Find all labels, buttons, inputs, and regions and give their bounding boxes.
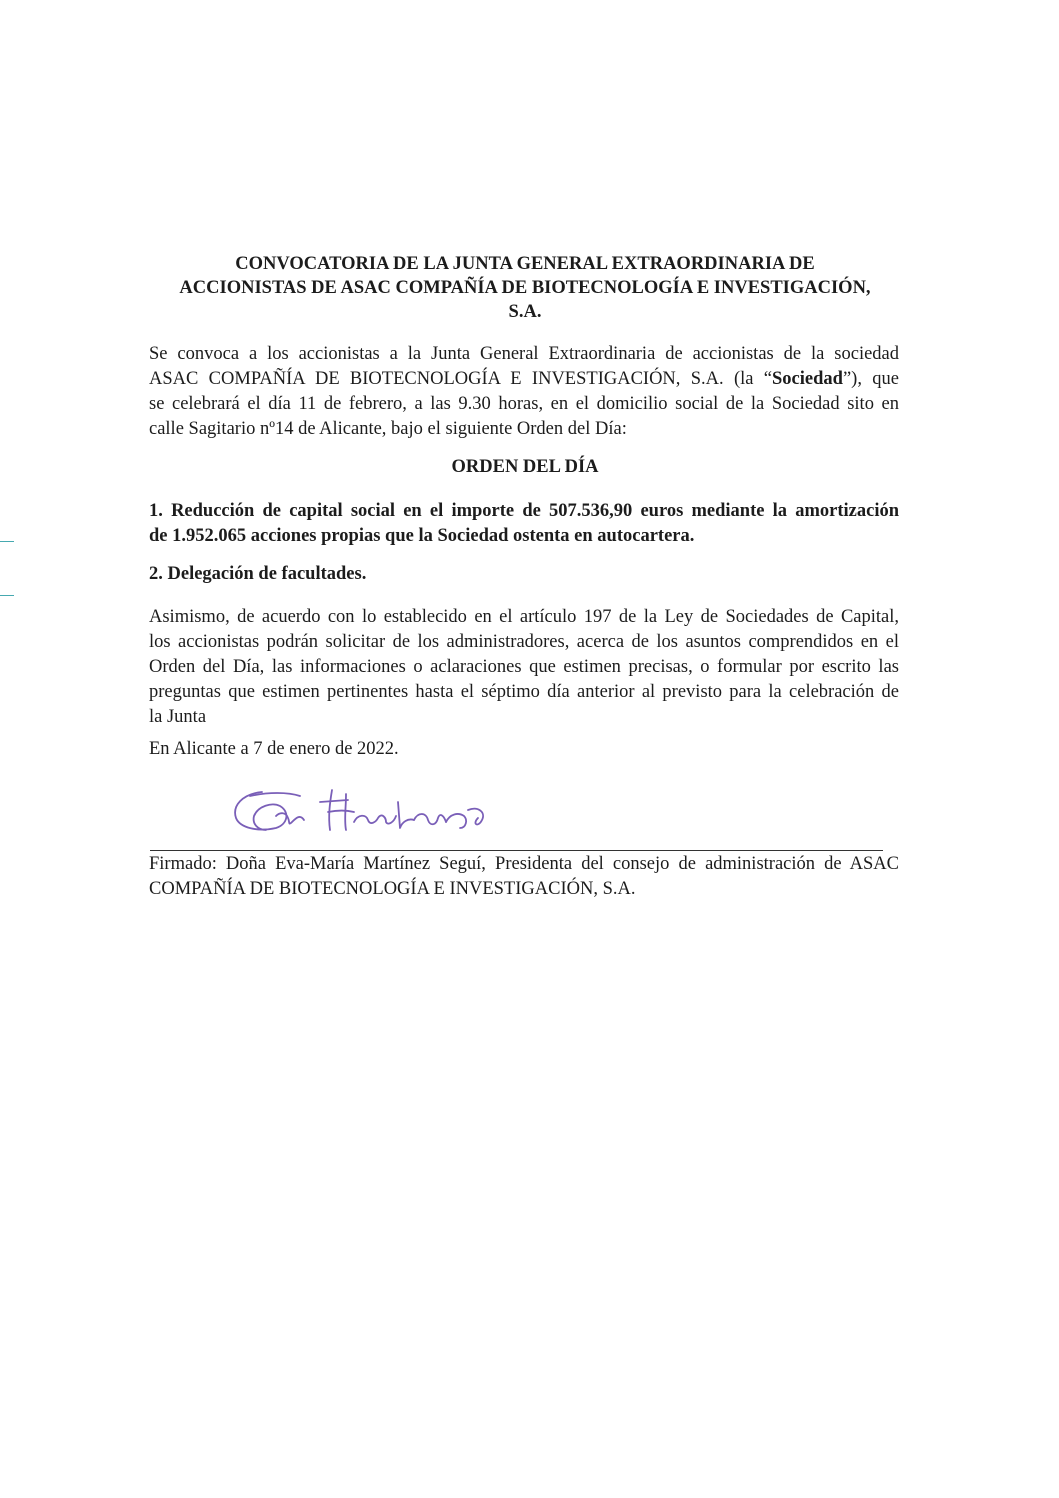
document-title [150, 252, 900, 324]
signed-line: Firmado: Doña Eva-María Martínez Seguí, Presidenta del consejo de administración de ASAC [149, 854, 899, 874]
paragraph-line [149, 367, 899, 392]
defined-term: Sociedad [772, 369, 843, 389]
signed-by [149, 852, 899, 902]
place-and-date: En Alicante a 7 de enero de 2022. [149, 739, 399, 759]
agenda-line: 1. Reducción de capital social en el importe de 507.536,90 euros mediante la amortización [149, 501, 899, 521]
signature-line [150, 850, 883, 851]
handwritten-signature [228, 782, 508, 838]
intro-paragraph [149, 342, 899, 442]
paragraph-line: los accionistas podrán solicitar de los administradores, acerca de los asuntos comprendidos en el [149, 632, 899, 652]
paragraph-line: Asimismo, de acuerdo con lo establecido en el artículo 197 de la Ley de Sociedades de Capital, [149, 607, 899, 627]
agenda-line: de 1.952.065 acciones propias que la Sociedad ostenta en autocartera. [149, 526, 695, 546]
paragraph-line: se celebrará el día 11 de febrero, a las 9.30 horas, en el domicilio social de la Sociedad sito en [149, 394, 899, 414]
margin-mark [0, 541, 14, 542]
text-segment: ”), que [842, 369, 899, 389]
title-line: S.A. [508, 302, 542, 322]
paragraph-line: Orden del Día, las informaciones o aclaraciones que estimen precisas, o formular por escrito las [149, 657, 899, 677]
title-line: CONVOCATORIA DE LA JUNTA GENERAL EXTRAORDINARIA DE [235, 254, 815, 274]
text-segment: ASAC COMPAÑÍA DE BIOTECNOLOGÍA E INVESTIGACIÓN, S.A. (la “ [149, 369, 773, 389]
body-paragraph [149, 605, 899, 730]
paragraph-line: preguntas que estimen pertinentes hasta el séptimo día anterior al previsto para la celebración de [149, 682, 899, 702]
signed-line: COMPAÑÍA DE BIOTECNOLOGÍA E INVESTIGACIÓN, S.A. [149, 879, 636, 899]
agenda-heading: ORDEN DEL DÍA [451, 457, 599, 477]
paragraph-line: calle Sagitario nº14 de Alicante, bajo el siguiente Orden del Día: [149, 419, 627, 439]
agenda-item-2: 2. Delegación de facultades. [149, 564, 367, 584]
agenda-item-1 [149, 499, 899, 549]
title-line: ACCIONISTAS DE ASAC COMPAÑÍA DE BIOTECNOLOGÍA E INVESTIGACIÓN, [179, 278, 871, 298]
margin-mark [0, 595, 14, 596]
paragraph-line: la Junta [149, 707, 207, 727]
paragraph-line: Se convoca a los accionistas a la Junta General Extraordinaria de accionistas de la sociedad [149, 344, 899, 364]
